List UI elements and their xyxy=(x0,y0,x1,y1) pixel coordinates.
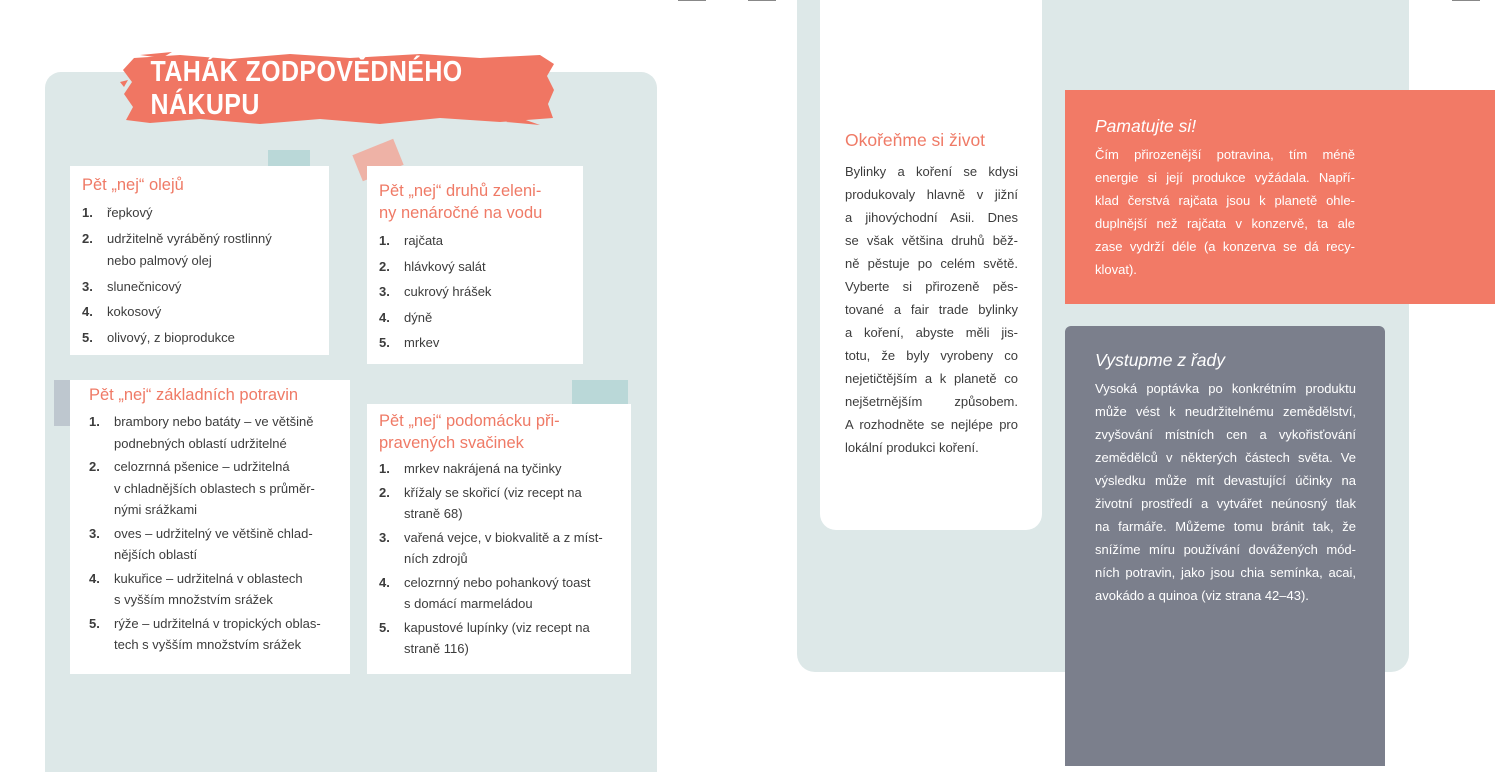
page-title: TAHÁK ZODPOVĚDNÉHO NÁKUPU xyxy=(150,56,463,121)
list-item: 5. kapustové lupínky (viz recept na straně 116) xyxy=(379,619,590,656)
card-staples xyxy=(70,380,350,674)
card-oils xyxy=(70,166,329,355)
stepout-title: Vystupme z řady xyxy=(1095,350,1226,370)
spices-title: Okořeňme si život xyxy=(845,130,986,150)
list-item: 1. brambory nebo batáty – ve většině podnebných oblastí udržitelné xyxy=(89,414,314,451)
card-title: Pět „nej“ olejů xyxy=(82,176,184,194)
card-snacks xyxy=(367,404,631,674)
list-item: 2. křížaly se skořicí (viz recept na straně 68) xyxy=(379,484,582,521)
list xyxy=(379,230,579,355)
list-item: 5. rýže – udržitelná v tropických oblas- tech s vyšším množstvím srážek xyxy=(89,615,321,652)
stepout-text: Vysoká poptávka po konkrétním produktu může vést k neudržitelnému zemědělství, zvyšování místních cen a vykořisťování zemědělců v některých částech světa. Ve výsledku může mít devastující účinky na životní prostředí a vytvářet neúnosný tlak na farmáře. Můžeme tomu bránit tak, že snížíme míru používání dovážených mód- ních potravin, jako jsou chia semínka, acai, avokádo a quinoa (viz strana 42–43). xyxy=(1095,381,1356,603)
list-item: 3. slunečnicový xyxy=(82,278,182,294)
list-item: 4. kokosový xyxy=(82,304,162,319)
list-item: 1. mrkev nakrájená na tyčinky xyxy=(379,461,562,476)
list-item: 2. celozrnná pšenice – udržitelná v chladnějších oblastech s průměr- nými srážkami xyxy=(89,459,315,517)
remember-text: Čím přirozenější potravina, tím méně energie si její produkce vyžádala. Napří- klad čerstvá rajčata jsou k planetě ohle- duplnější než rajčata v konzervě, ta ale zase vydrží déle (a konzerva se dá recy- klovat). xyxy=(1095,147,1355,277)
list xyxy=(89,411,349,656)
remember-title: Pamatujte si! xyxy=(1095,116,1197,136)
card-vegetables xyxy=(367,166,583,364)
list xyxy=(379,458,629,660)
list-item: 4. kukuřice – udržitelná v oblastech s vyšším množstvím srážek xyxy=(89,570,303,607)
list-item: 5. olivový, z bioprodukce xyxy=(82,329,235,345)
list-item: 3. cukrový hrášek xyxy=(379,284,492,299)
card-title: Pět „nej“ podomácku při- pravených svačinek xyxy=(379,412,560,452)
card-title: Pět „nej“ druhů zeleni- ny nenáročné na vodu xyxy=(379,182,543,222)
spices-text: Bylinky a koření se kdysi produkovaly hlavně v jižní a jihovýchodní Asii. Dnes se však většina druhů běž- ně pěstuje po celém světě. Vyberte si přirozeně pěs- tované a fair trade bylinky a koření, abyste měli jis- totu, že byly vyrobeny co nejetičtějším a k planetě co nejšetrnějším způsobem. A rozhodněte se nejlépe pro lokální produkci koření. xyxy=(845,164,1018,455)
list-item: 4. celozrnný nebo pohankový toast s domácí marmeládou xyxy=(379,574,591,611)
list-item: 3. vařená vejce, v biokvalitě a z míst- ních zdrojů xyxy=(379,529,603,566)
list-item: 1. řepkový xyxy=(82,205,153,220)
list-item: 2. hlávkový salát xyxy=(379,258,486,274)
list-item: 1. rajčata xyxy=(379,233,444,248)
list-item: 3. oves – udržitelný ve většině chlad- nějších oblastí xyxy=(89,525,313,562)
card-title: Pět „nej“ základních potravin xyxy=(89,386,299,404)
crop-mark xyxy=(748,0,776,1)
list xyxy=(82,202,322,349)
crop-mark xyxy=(1452,0,1480,1)
list-item: 2. udržitelně vyráběný rostlinný nebo palmový olej xyxy=(82,230,272,268)
list-item: 5. mrkev xyxy=(379,335,440,350)
list-item: 4. dýně xyxy=(379,309,433,325)
title-banner xyxy=(120,52,556,126)
crop-mark xyxy=(678,0,706,1)
